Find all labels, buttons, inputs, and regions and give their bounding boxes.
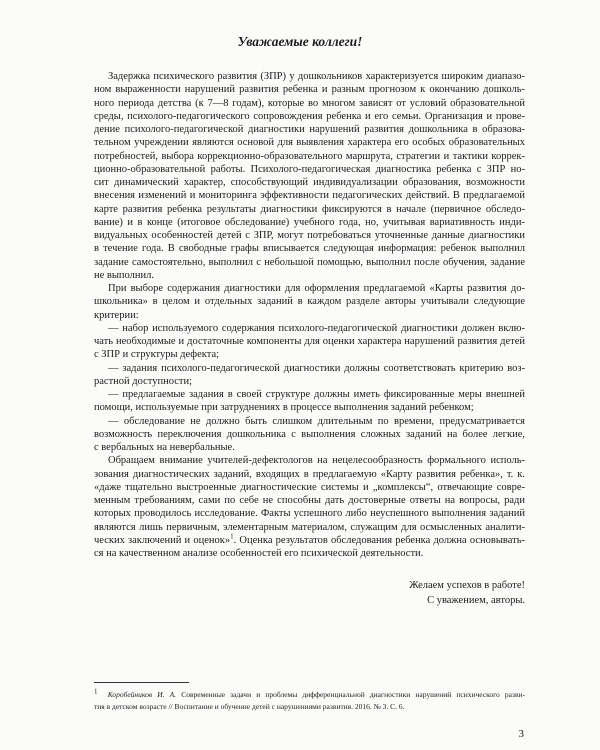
criteria-item: — обследование не должно быть слишком длительным по времени, предусматривается — [108, 415, 525, 427]
text-line: карте развития ребенка результаты диагностики фиксируются в начале (первичное обследо- — [94, 203, 525, 215]
text-line: с ЗПР и структуры дефекта; — [94, 349, 220, 361]
text-line: потребностей, выбора коррекционно-образовательного маршрута, стратегии и тактики коррек- — [94, 150, 525, 162]
text-line: видуальных особенностей детей с ЗПР, могут потребоваться уточненные данные диагностики — [94, 230, 525, 241]
footnote — [94, 689, 525, 713]
text-line: внесения изменений и мониторинга эффективности педагогических действий. В предлагаемой — [94, 190, 525, 202]
text-line: в течение года. В свободные графы вписывается следующая информация: ребенок выполнил — [94, 243, 525, 255]
signoff — [409, 578, 525, 608]
text-line: растной доступности; — [94, 375, 193, 387]
quote-end-text: ческих заключений и оценок» — [94, 534, 231, 546]
text-line: Задержка психического развития (ЗПР) у дошкольников характеризуется широким диапазо- — [108, 71, 525, 82]
text-line: сит динамический характер, способствующий индивидуализации образования, возможности — [94, 177, 525, 188]
main-text — [94, 70, 525, 560]
text-line: не выполнил. — [94, 269, 154, 281]
text-line: школьника» в целом и отдельных заданий в каждом разделе авторы учитывали следующие — [94, 296, 525, 308]
text-line: с вербальных на невербальные. — [94, 442, 235, 453]
footnote-divider — [94, 682, 189, 683]
text-line: задание самостоятельно, выполнил с небольшой помощью, выполнил после обучения, задание — [94, 256, 525, 268]
footnote-ref: 1 — [230, 532, 234, 541]
text-line: При выборе содержания диагностики для оформления предлагаемой «Карты развития до- — [108, 283, 525, 294]
page-number: 3 — [518, 728, 524, 740]
signoff-authors: С уважением, авторы. — [427, 595, 525, 606]
criteria-item: — набор используемого содержания психолого-педагогической диагностики должен вклю- — [108, 322, 525, 334]
text-line: вание) и в конце (итоговое обследование) учебного года, но, учитывая вариативность инди- — [94, 216, 525, 228]
page-title: Уважаемые коллеги! — [237, 34, 363, 49]
footnote-line — [94, 689, 525, 701]
text-line: дение психолого-педагогической диагностики нарушений развития дошкольника в образова- — [94, 124, 525, 135]
text-line: ционно-образовательной работы. Психолого-педагогическая диагностика ребенка с ЗПР но- — [94, 163, 525, 175]
text-line: тельном учреждении являются основой для выявления характера его особых образовательных — [94, 137, 525, 149]
text-continuation: . Оценка результатов обследования ребенка должна основывать- — [233, 534, 525, 546]
footnote-line: тия в детском возрасте // Воспитание и обучение детей с нарушениями развития. 2016. № 3. С. 6. — [94, 702, 405, 711]
text-line — [94, 534, 525, 547]
signoff-wish: Желаем успехов в работе! — [409, 580, 525, 591]
text-line: среды, психолого-педагогического сопровождения ребенка и его семьи. Организация и прове- — [94, 110, 525, 122]
footnote-author: Коробейников И. А. — [107, 690, 177, 699]
text-line: являются лишь первичным, элементарным материалом, служащим для осмысленных аналити- — [94, 521, 525, 533]
text-line: критерии: — [94, 309, 139, 321]
footnote-mark: 1 — [94, 687, 98, 696]
text-line: ся на качественном анализе особенностей его психической деятельности. — [94, 548, 424, 559]
text-line: возможность переключения дошкольника с выполнения сложных заданий на более легкие, — [94, 428, 525, 440]
text-line: менным требованиям, сами по себе не способны дать достоверные ответы на вопросы, ради — [94, 495, 525, 506]
criteria-item: — предлагаемые задания в своей структуре должны иметь фиксированные меры внешней — [108, 389, 525, 400]
text-line: ном выраженности нарушений развития ребенка и разным прогнозом к окончанию дошколь- — [94, 84, 525, 96]
text-line: чать необходимые и достаточные компоненты для оценки характера нарушений развития детей — [94, 336, 525, 347]
footnote-text: Современные задачи и проблемы дифференциальной диагностики нарушений психического разви- — [176, 690, 526, 699]
text-line: помощи, используемые при затруднениях в процессе выполнения заданий ребенком; — [94, 402, 474, 414]
text-line: «даже тщательно выстроенные диагностические системы и „комплексы“, отвечающие совре- — [94, 481, 525, 493]
text-line: зования диагностических заданий, входящих в предлагаемую «Карту развития ребенка», т. к. — [94, 468, 525, 480]
criteria-item: — задания психолого-педагогической диагностики должны соответствовать критерию воз- — [108, 362, 525, 374]
text-line: Обращаем внимание учителей-дефектологов на нецелесообразность формального исполь- — [108, 455, 525, 467]
text-line: ного периода детства (к 7—8 годам), которые во многом зависят от условий образовательной — [94, 97, 525, 109]
text-line: которых проводилось исследование. Факты успешного либо неуспешного выполнения заданий — [94, 508, 525, 520]
